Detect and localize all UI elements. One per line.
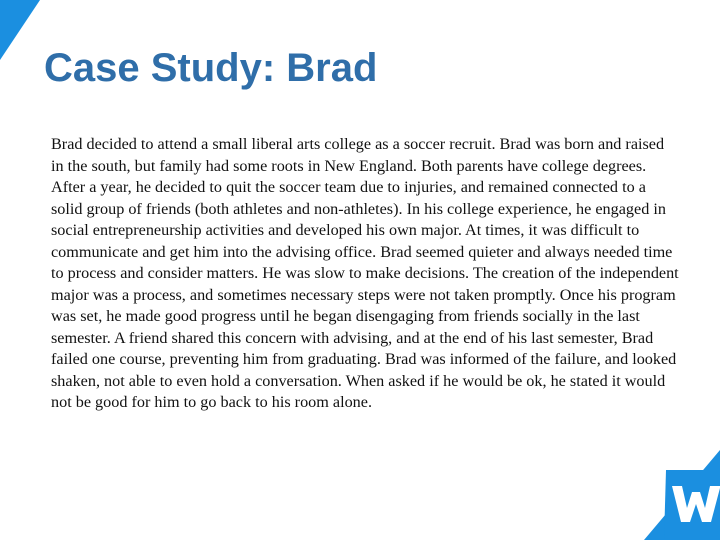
slide-title: Case Study: Brad (44, 46, 378, 90)
w-logo-icon (608, 450, 720, 540)
case-study-body: Brad decided to attend a small liberal arts college as a soccer recruit. Brad was born and raised in the south, but family had some roots in New England. Both parents have college degrees. After a year, he decided to quit the soccer team due to injuries, and remained connected to a solid group of friends (both athletes and non-athletes). In his college experience, he engaged in social entrepreneurship activities and developed his own major. At times, it was difficult to communicate and get him into the advising office. Brad seemed quieter and always needed time to process and consider matters. He was slow to make decisions. The creation of the independent major was a process, and sometimes necessary steps were not taken promptly. Once his program was set, he made good progress until he began disengaging from friends socially in the last semester. A friend shared this concern with advising, and at the end of his last semester, Brad failed one course, preventing him from graduating. Brad was informed of the failure, and looked shaken, not able to even hold a conversation. When asked if he would be ok, he stated it would not be good for him to go back to his room alone. (51, 135, 679, 411)
